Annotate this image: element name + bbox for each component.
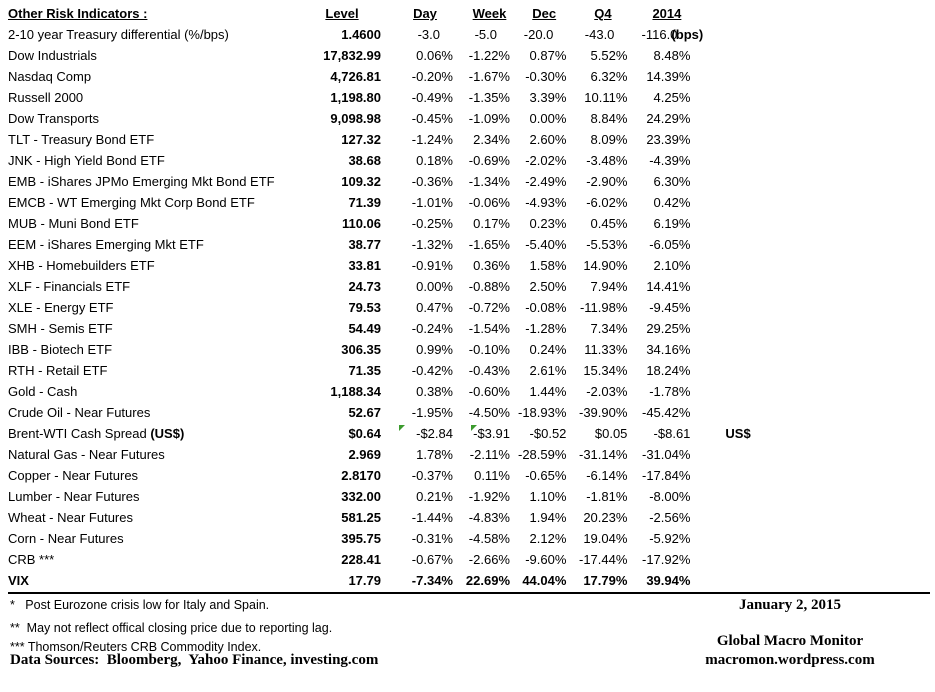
unit-note <box>698 318 783 339</box>
day-cell: -0.42% <box>411 363 453 378</box>
dec-cell: 1.44% <box>529 384 567 399</box>
q4-cell: -6.02% <box>586 195 628 210</box>
day-cell: -0.20% <box>411 69 453 84</box>
dec-cell: -1.28% <box>525 321 567 336</box>
day-cell: -1.44% <box>411 510 453 525</box>
unit-note: US$ <box>725 426 751 441</box>
report-date: January 2, 2015 <box>738 597 842 613</box>
day-cell: -0.24% <box>411 321 453 336</box>
table-row <box>8 465 783 486</box>
week-cell: 0.11% <box>474 468 510 483</box>
q4-cell: 7.34% <box>590 321 628 336</box>
indicator-label: EEM - iShares Emerging Mkt ETF <box>8 237 204 252</box>
brand-url: macromon.wordpress.com <box>705 652 875 668</box>
level-cell: 1.4600 <box>341 27 381 42</box>
q4-cell: $0.05 <box>594 426 628 441</box>
y2014-cell: 24.29% <box>646 111 691 126</box>
unit-note <box>698 150 783 171</box>
level-cell: 1,198.80 <box>330 90 381 105</box>
level-cell: 4,726.81 <box>330 69 381 84</box>
indicator-label: SMH - Semis ETF <box>8 321 113 336</box>
indicator-label: Gold - Cash <box>8 384 78 399</box>
y2014-cell: 34.16% <box>646 342 691 357</box>
indicator-label: Corn - Near Futures <box>8 531 124 546</box>
table-row <box>8 45 783 66</box>
footnote-3: *** Thomson/Reuters CRB Commodity Index. <box>10 640 262 654</box>
unit-note: (bps) <box>671 27 704 42</box>
footnote-2: ** May not reflect offical closing price due to reporting lag. <box>10 621 333 635</box>
q4-cell: 8.09% <box>590 132 628 147</box>
table-row <box>8 360 783 381</box>
y2014-cell: -31.04% <box>642 447 691 462</box>
q4-cell: -5.53% <box>586 237 628 252</box>
dec-cell: 1.94% <box>529 510 567 525</box>
column-header-day: Day <box>413 6 437 21</box>
y2014-cell: 29.25% <box>646 321 691 336</box>
dec-cell: 0.00% <box>529 111 567 126</box>
indicator-label: MUB - Muni Bond ETF <box>8 216 139 231</box>
y2014-cell: 6.19% <box>653 216 691 231</box>
q4-cell: 14.90% <box>583 258 628 273</box>
q4-cell: 20.23% <box>583 510 628 525</box>
unit-note <box>698 381 783 402</box>
table-row <box>8 486 783 507</box>
cell-comment-marker-icon <box>471 425 477 431</box>
dec-cell: 2.61% <box>529 363 567 378</box>
y2014-cell: -17.92% <box>642 552 691 567</box>
day-cell: 0.06% <box>416 48 453 63</box>
q4-cell: -2.03% <box>586 384 628 399</box>
indicator-label: Natural Gas - Near Futures <box>8 447 165 462</box>
indicator-label: XHB - Homebuilders ETF <box>8 258 155 273</box>
level-cell: 2.8170 <box>341 468 381 483</box>
dec-cell: 2.12% <box>529 531 567 546</box>
level-cell: 581.25 <box>341 510 381 525</box>
unit-note <box>698 108 783 129</box>
indicator-label: Russell 2000 <box>8 90 84 105</box>
week-cell: -1.22% <box>468 48 510 63</box>
table-body <box>8 24 783 591</box>
level-cell: 395.75 <box>341 531 381 546</box>
q4-cell: -6.14% <box>586 468 628 483</box>
q4-cell: -2.90% <box>586 174 628 189</box>
y2014-cell: 6.30% <box>653 174 691 189</box>
q4-cell: 15.34% <box>583 363 628 378</box>
week-cell: 2.34% <box>473 132 510 147</box>
dec-cell: 44.04% <box>522 573 567 588</box>
level-cell: 306.35 <box>341 342 381 357</box>
day-cell: -0.25% <box>411 216 453 231</box>
week-cell: -1.54% <box>468 321 510 336</box>
level-cell: 71.35 <box>348 363 381 378</box>
indicator-label: Copper - Near Futures <box>8 468 139 483</box>
week-cell: -$3.91 <box>461 423 518 444</box>
day-cell: 0.47% <box>416 300 453 315</box>
q4-cell: -31.14% <box>579 447 628 462</box>
q4-cell: -39.90% <box>579 405 628 420</box>
table-row <box>8 549 783 570</box>
level-cell: 127.32 <box>341 132 381 147</box>
y2014-cell: -116.0 <box>641 27 678 42</box>
table-row <box>8 213 783 234</box>
week-cell: -4.83% <box>468 510 510 525</box>
unit-note <box>698 444 783 465</box>
column-header-dec: Dec <box>532 6 557 21</box>
y2014-cell: -6.05% <box>649 237 691 252</box>
week-cell: 0.17% <box>473 216 510 231</box>
unit-note <box>698 528 783 549</box>
dec-cell: -$0.52 <box>529 426 567 441</box>
brand-name: Global Macro Monitor <box>716 633 864 649</box>
unit-note <box>698 255 783 276</box>
week-cell: -4.50% <box>468 405 510 420</box>
header-row <box>8 3 783 24</box>
dec-cell: 3.39% <box>529 90 567 105</box>
unit-note <box>698 339 783 360</box>
y2014-cell: -2.56% <box>649 510 691 525</box>
week-cell: -1.34% <box>468 174 510 189</box>
dec-cell: -0.30% <box>525 69 567 84</box>
column-header-2014: 2014 <box>652 6 682 21</box>
week-cell: -0.60% <box>468 384 510 399</box>
day-cell: -0.49% <box>411 90 453 105</box>
week-cell: -0.88% <box>468 279 510 294</box>
table-row <box>8 192 783 213</box>
week-cell: 22.69% <box>465 573 510 588</box>
data-sources-line: Data Sources: Bloomberg, Yahoo Finance, investing.com <box>10 652 379 668</box>
indicator-label: TLT - Treasury Bond ETF <box>8 132 155 147</box>
q4-cell: 11.33% <box>584 342 628 357</box>
y2014-cell: 14.41% <box>646 279 691 294</box>
day-cell: -$2.84 <box>389 423 461 444</box>
y2014-cell: 0.42% <box>653 195 691 210</box>
unit-note <box>698 129 783 150</box>
level-cell: 17.79 <box>348 573 381 588</box>
week-cell: -0.69% <box>468 153 510 168</box>
unit-note <box>698 45 783 66</box>
day-cell: 0.21% <box>416 489 453 504</box>
table-row <box>8 528 783 549</box>
level-cell: 17,832.99 <box>323 48 381 63</box>
week-cell: -5.0 <box>474 27 497 42</box>
indicator-label: VIX <box>8 573 29 588</box>
y2014-cell: 18.24% <box>646 363 691 378</box>
q4-cell: -43.0 <box>584 27 615 42</box>
dec-cell: -0.65% <box>525 468 567 483</box>
dec-cell: 2.60% <box>529 132 567 147</box>
y2014-cell: 23.39% <box>646 132 691 147</box>
indicator-label: Brent-WTI Cash Spread (US$) <box>8 426 185 441</box>
q4-cell: 17.79% <box>583 573 628 588</box>
indicator-label: Dow Industrials <box>8 48 97 63</box>
week-cell: -2.66% <box>468 552 510 567</box>
table-row <box>8 297 783 318</box>
y2014-cell: -4.39% <box>649 153 691 168</box>
indicator-label: JNK - High Yield Bond ETF <box>8 153 165 168</box>
column-header-note <box>698 3 783 24</box>
table-row <box>8 171 783 192</box>
y2014-cell: -17.84% <box>642 468 691 483</box>
dec-cell: -2.49% <box>525 174 567 189</box>
day-cell: -0.91% <box>411 258 453 273</box>
indicator-label: CRB *** <box>8 552 55 567</box>
day-cell: -0.31% <box>411 531 453 546</box>
week-cell: -0.06% <box>468 195 510 210</box>
y2014-cell: -45.42% <box>642 405 691 420</box>
dec-cell: -9.60% <box>525 552 567 567</box>
indicator-label: Wheat - Near Futures <box>8 510 133 525</box>
level-cell: 9,098.98 <box>330 111 381 126</box>
level-cell: 71.39 <box>348 195 381 210</box>
level-cell: 2.969 <box>348 447 381 462</box>
dec-cell: -2.02% <box>525 153 567 168</box>
y2014-cell: -8.00% <box>649 489 691 504</box>
q4-cell: -3.48% <box>586 153 628 168</box>
indicator-label: IBB - Biotech ETF <box>8 342 113 357</box>
q4-cell: 5.52% <box>590 48 628 63</box>
unit-note <box>698 276 783 297</box>
unit-note <box>698 192 783 213</box>
table-row <box>8 507 783 528</box>
dec-cell: -18.93% <box>518 405 567 420</box>
dec-cell: 0.24% <box>529 342 567 357</box>
day-cell: -1.24% <box>411 132 453 147</box>
week-cell: -0.43% <box>468 363 510 378</box>
level-cell: 79.53 <box>348 300 381 315</box>
level-cell: 38.77 <box>348 237 381 252</box>
table-row <box>8 402 783 423</box>
q4-cell: -11.98% <box>579 300 628 315</box>
table-row <box>8 150 783 171</box>
week-cell: -2.11% <box>469 447 510 462</box>
table-row <box>8 381 783 402</box>
unit-note <box>698 234 783 255</box>
level-cell: 1,188.34 <box>330 384 381 399</box>
day-cell: -0.36% <box>411 174 453 189</box>
y2014-cell: 4.25% <box>653 90 691 105</box>
level-cell: 52.67 <box>348 405 381 420</box>
week-cell: -1.92% <box>468 489 510 504</box>
q4-cell: 19.04% <box>583 531 628 546</box>
q4-cell: 7.94% <box>590 279 628 294</box>
q4-cell: 8.84% <box>590 111 628 126</box>
indicator-label: XLF - Financials ETF <box>8 279 131 294</box>
day-cell: -0.45% <box>411 111 453 126</box>
week-cell: -0.10% <box>468 342 510 357</box>
indicator-label: XLE - Energy ETF <box>8 300 114 315</box>
unit-note <box>698 486 783 507</box>
day-cell: -1.32% <box>411 237 453 252</box>
q4-cell: 10.11% <box>584 90 628 105</box>
indicator-label: Lumber - Near Futures <box>8 489 140 504</box>
q4-cell: 0.45% <box>590 216 628 231</box>
dec-cell: 0.23% <box>529 216 567 231</box>
unit-note <box>698 297 783 318</box>
dec-cell: -20.0 <box>523 27 554 42</box>
level-cell: 24.73 <box>348 279 381 294</box>
dec-cell: -28.59% <box>518 447 567 462</box>
cell-comment-marker-icon <box>399 425 405 431</box>
level-cell: 332.00 <box>341 489 381 504</box>
unit-note <box>698 213 783 234</box>
day-cell: -0.67% <box>411 552 453 567</box>
unit-note <box>698 171 783 192</box>
unit-note <box>698 360 783 381</box>
q4-cell: -17.44% <box>579 552 628 567</box>
y2014-cell: 2.10% <box>653 258 691 273</box>
table-row <box>8 234 783 255</box>
table-row <box>8 108 783 129</box>
dec-cell: 1.10% <box>529 489 567 504</box>
y2014-cell: -5.92% <box>649 531 691 546</box>
column-header-q4: Q4 <box>594 6 612 21</box>
indicator-label: Nasdaq Comp <box>8 69 92 84</box>
unit-note <box>698 570 783 591</box>
y2014-cell: 39.94% <box>646 573 691 588</box>
week-cell: -1.65% <box>468 237 510 252</box>
column-header-week: Week <box>472 6 507 21</box>
dec-cell: 0.87% <box>529 48 567 63</box>
dec-cell: -0.08% <box>525 300 567 315</box>
week-cell: -1.67% <box>468 69 510 84</box>
day-cell: -3.0 <box>417 27 440 42</box>
level-cell: 228.41 <box>341 552 381 567</box>
dec-cell: 2.50% <box>529 279 567 294</box>
day-cell: 0.38% <box>416 384 453 399</box>
day-cell: -0.37% <box>411 468 453 483</box>
indicator-label: 2-10 year Treasury differential (%/bps) <box>8 27 229 42</box>
table-title-cell <box>8 3 295 24</box>
day-cell: -1.95% <box>411 405 453 420</box>
table-row <box>8 87 783 108</box>
day-cell: -1.01% <box>411 195 453 210</box>
table-title: Other Risk Indicators : <box>8 6 148 21</box>
indicator-label: RTH - Retail ETF <box>8 363 108 378</box>
column-header-level: Level <box>325 6 359 21</box>
q4-cell: 6.32% <box>590 69 628 84</box>
unit-note <box>698 402 783 423</box>
q4-cell: -1.81% <box>586 489 628 504</box>
week-cell: -0.72% <box>468 300 510 315</box>
level-cell: 109.32 <box>341 174 381 189</box>
level-cell: 38.68 <box>348 153 381 168</box>
unit-note <box>698 507 783 528</box>
y2014-cell: -9.45% <box>649 300 691 315</box>
footnote-1: * Post Eurozone crisis low for Italy and Spain. <box>10 598 270 612</box>
risk-indicators-table <box>8 3 783 591</box>
table-row <box>8 570 783 591</box>
indicator-label: EMCB - WT Emerging Mkt Corp Bond ETF <box>8 195 255 210</box>
indicator-label: EMB - iShares JPMo Emerging Mkt Bond ETF <box>8 174 275 189</box>
y2014-cell: 8.48% <box>653 48 691 63</box>
y2014-cell: -1.78% <box>649 384 691 399</box>
level-cell: 110.06 <box>341 216 381 231</box>
week-cell: -1.09% <box>468 111 510 126</box>
unit-note <box>698 66 783 87</box>
dec-cell: -5.40% <box>525 237 567 252</box>
week-cell: -1.35% <box>468 90 510 105</box>
dec-cell: -4.93% <box>525 195 567 210</box>
table-row <box>8 339 783 360</box>
table-row <box>8 318 783 339</box>
day-cell: 0.18% <box>416 153 453 168</box>
day-cell: 1.78% <box>416 447 453 462</box>
level-cell: 33.81 <box>348 258 381 273</box>
indicator-label: Dow Transports <box>8 111 100 126</box>
day-cell: 0.99% <box>416 342 453 357</box>
table-row <box>8 423 783 444</box>
unit-note <box>698 549 783 570</box>
unit-note <box>698 465 783 486</box>
week-cell: 0.36% <box>473 258 510 273</box>
level-cell: 54.49 <box>348 321 381 336</box>
y2014-cell: -$8.61 <box>653 426 691 441</box>
table-row <box>8 255 783 276</box>
table-row <box>8 24 783 45</box>
table-row <box>8 444 783 465</box>
table-row <box>8 66 783 87</box>
week-cell: -4.58% <box>468 531 510 546</box>
table-row <box>8 276 783 297</box>
divider-line <box>8 592 930 594</box>
table-row <box>8 129 783 150</box>
y2014-cell: 14.39% <box>646 69 691 84</box>
day-cell: -7.34% <box>411 573 453 588</box>
indicator-label: Crude Oil - Near Futures <box>8 405 151 420</box>
level-cell: $0.64 <box>348 426 381 441</box>
day-cell: 0.00% <box>416 279 453 294</box>
dec-cell: 1.58% <box>529 258 567 273</box>
unit-note <box>698 87 783 108</box>
